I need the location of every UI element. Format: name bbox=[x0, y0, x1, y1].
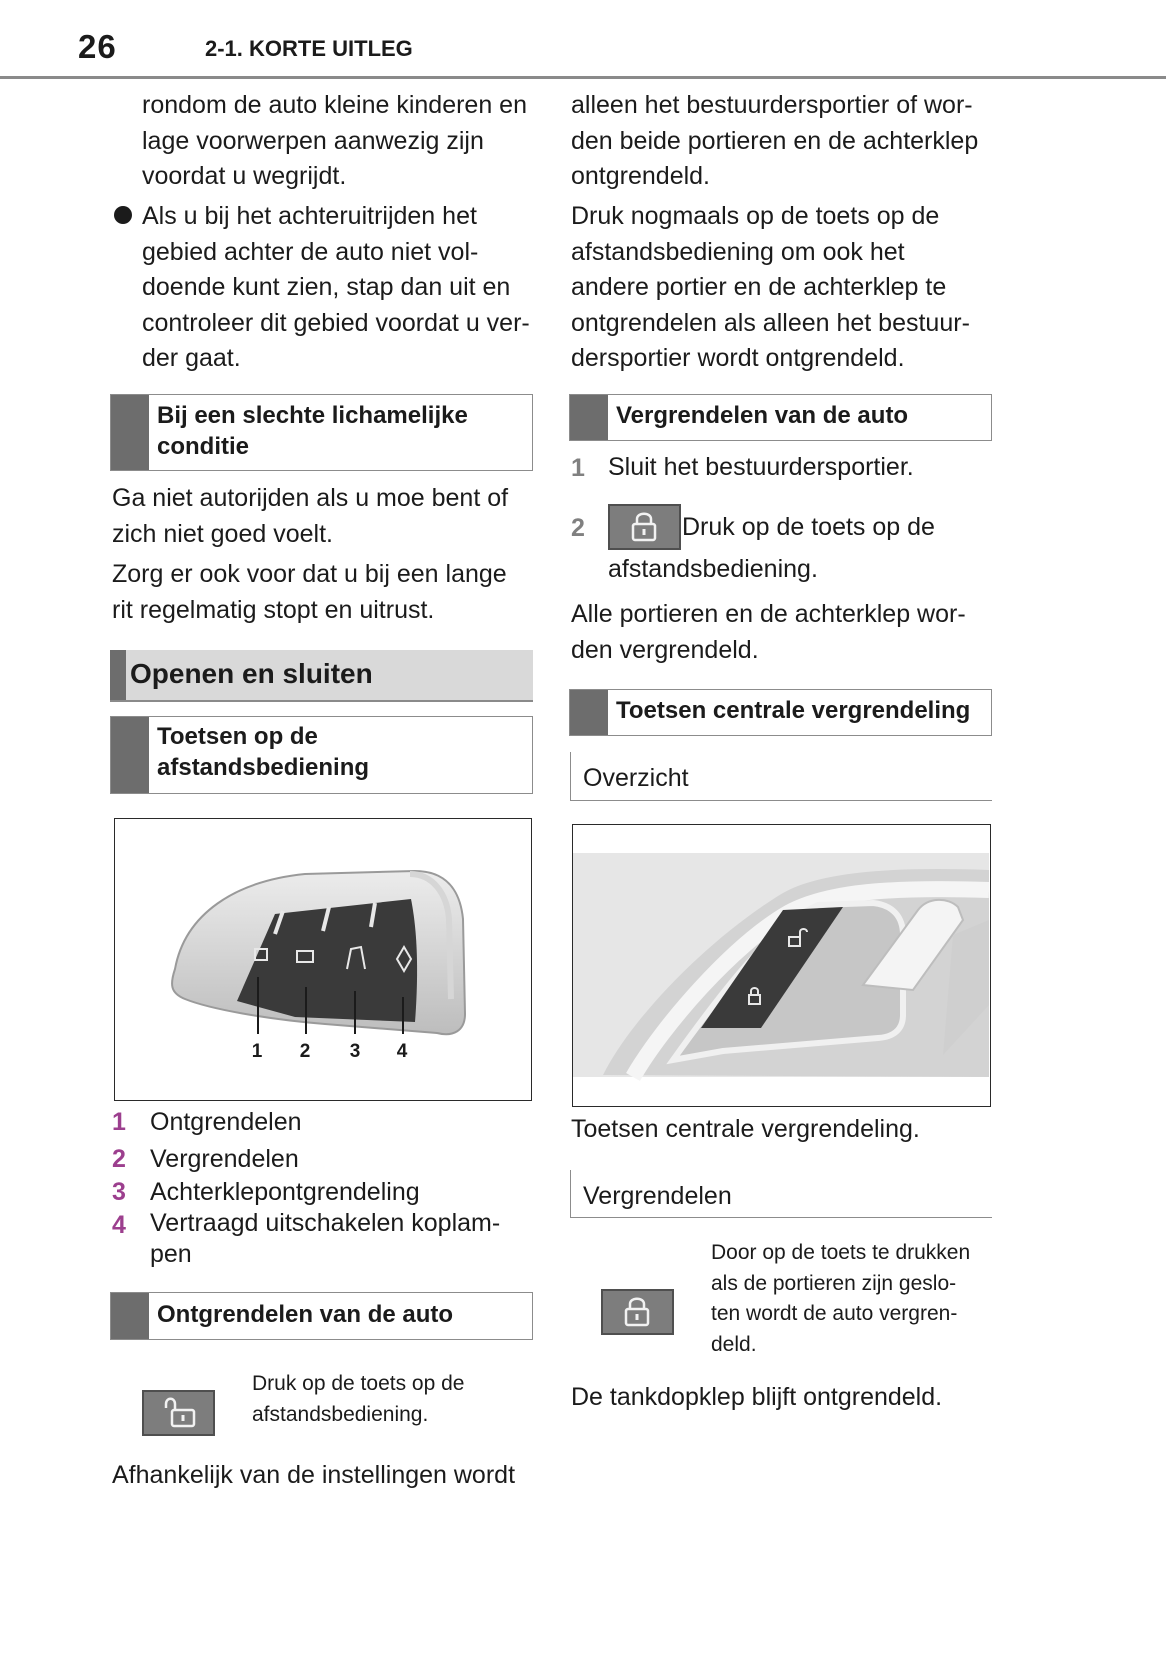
subsection-box-unlock bbox=[110, 1292, 533, 1340]
lock-icon bbox=[603, 1291, 672, 1333]
header-divider bbox=[0, 76, 1166, 79]
box-accent-bar bbox=[111, 395, 149, 470]
callout-label: 2 bbox=[299, 1041, 311, 1062]
text-line: Vertraagd uitschakelen koplam- bbox=[150, 1209, 501, 1237]
subheading-lock bbox=[570, 1170, 992, 1218]
continued-text bbox=[142, 88, 527, 195]
step-text: Sluit het bestuurdersportier. bbox=[608, 453, 914, 481]
paragraph-fatigue bbox=[112, 481, 508, 552]
unlock-key-button bbox=[142, 1390, 215, 1436]
text-line: controleer dit gebied voordat u ver- bbox=[142, 308, 530, 337]
text-line: Zorg er ook voor dat u bij een lange bbox=[112, 560, 507, 588]
text-line: ontgrendelen als alleen het bestuur- bbox=[571, 308, 970, 337]
text-line: der gaat. bbox=[142, 344, 241, 372]
legend-text bbox=[150, 1208, 500, 1270]
legend-text: Vergrendelen bbox=[150, 1145, 299, 1173]
text-line: Druk nogmaals op de toets op de bbox=[571, 202, 940, 230]
text-line: als de portieren zijn geslo- bbox=[711, 1271, 957, 1295]
step-number: 1 bbox=[571, 454, 585, 482]
text-line: zich niet goed voelt. bbox=[112, 519, 333, 548]
subheading-overview bbox=[570, 752, 992, 801]
box-title: Ontgrendelen van de auto bbox=[157, 1301, 454, 1328]
door-panel-illustration bbox=[573, 825, 989, 1105]
step-text: Druk op de toets op de bbox=[682, 513, 935, 541]
text-line: gebied achter de auto niet vol- bbox=[142, 237, 479, 266]
bullet-text bbox=[142, 199, 530, 377]
step-text-continued: afstandsbediening. bbox=[608, 555, 818, 583]
text-line: doende kunt zien, stap dan uit en bbox=[142, 273, 511, 301]
final-line-right: De tankdopklep blijft ontgrendeld. bbox=[571, 1383, 943, 1411]
box-title bbox=[157, 721, 369, 783]
key-fob-figure bbox=[114, 818, 532, 1101]
text-line: dersportier wordt ontgrendeld. bbox=[571, 344, 905, 372]
text-line: afstandsbediening. bbox=[252, 1402, 429, 1426]
unlock-icon bbox=[144, 1392, 213, 1434]
lock-key-button-2 bbox=[601, 1289, 674, 1335]
paragraph-rest bbox=[112, 557, 507, 628]
subsection-box-lock bbox=[569, 394, 992, 441]
text-line: Als u bij het achteruitrijden het bbox=[142, 202, 477, 230]
final-line-left: Afhankelijk van de instellingen wordt bbox=[112, 1461, 516, 1489]
box-accent-bar bbox=[111, 1293, 149, 1339]
key-fob-illustration bbox=[115, 819, 530, 1099]
legend-text: Ontgrendelen bbox=[150, 1108, 302, 1136]
text-line: Door op de toets te drukken bbox=[711, 1241, 971, 1264]
box-title: Vergrendelen van de auto bbox=[616, 402, 909, 429]
figure-caption: Toetsen centrale vergrendeling. bbox=[571, 1115, 920, 1143]
step-number: 2 bbox=[571, 514, 585, 542]
heading-accent-bar bbox=[110, 650, 126, 700]
lock-icon bbox=[610, 506, 679, 548]
subheading-title: Vergrendelen bbox=[583, 1182, 732, 1210]
text-line: Ga niet autorijden als u moe bent of bbox=[112, 484, 509, 512]
text-line: voordat u wegrijdt. bbox=[142, 162, 347, 190]
box-title bbox=[157, 400, 468, 462]
text-line: Alle portieren en de achterklep wor- bbox=[571, 600, 966, 628]
lock-key-button bbox=[608, 504, 681, 550]
lock-note bbox=[711, 1238, 970, 1360]
callout-label: 1 bbox=[251, 1041, 263, 1062]
subheading-title: Overzicht bbox=[583, 764, 689, 792]
page-number: 26 bbox=[78, 28, 117, 65]
text-line: rit regelmatig stopt en uitrust. bbox=[112, 595, 435, 624]
title-line: conditie bbox=[157, 433, 250, 460]
text-line: pen bbox=[150, 1240, 192, 1268]
title-line: Toetsen op de bbox=[157, 723, 318, 750]
title-line: Bij een slechte lichamelijke bbox=[157, 402, 468, 429]
paragraph-unlock-settings bbox=[571, 88, 978, 195]
heading-open-close bbox=[110, 650, 533, 702]
subsection-box-central-locking bbox=[569, 689, 992, 736]
subsection-box-remote-keys bbox=[110, 716, 533, 794]
legend-number: 1 bbox=[112, 1108, 126, 1136]
title-line: afstandsbediening bbox=[157, 754, 370, 781]
subsection-box-physical-condition bbox=[110, 394, 533, 471]
text-line: den vergrendeld. bbox=[571, 635, 759, 664]
text-line: alleen het bestuurdersportier of wor- bbox=[571, 91, 973, 119]
legend-number: 4 bbox=[112, 1211, 126, 1239]
text-line: rondom de auto kleine kinderen en bbox=[142, 91, 527, 119]
central-locking-figure bbox=[572, 824, 991, 1107]
text-line: afstandsbediening om ook het bbox=[571, 237, 905, 266]
box-title: Toetsen centrale vergrendeling bbox=[616, 697, 971, 724]
text-line: Druk op de toets op de bbox=[252, 1372, 465, 1395]
bullet-icon bbox=[114, 206, 132, 224]
callout-label: 3 bbox=[349, 1041, 361, 1062]
text-line: ten wordt de auto vergren- bbox=[711, 1302, 958, 1325]
heading-title: Openen en sluiten bbox=[130, 658, 373, 689]
legend-number: 2 bbox=[112, 1145, 126, 1173]
text-line: ontgrendeld. bbox=[571, 162, 711, 190]
unlock-note bbox=[252, 1369, 464, 1430]
box-accent-bar bbox=[111, 717, 149, 793]
legend-number: 3 bbox=[112, 1178, 126, 1206]
box-accent-bar bbox=[570, 395, 608, 440]
callout-label: 4 bbox=[396, 1041, 408, 1062]
text-line: andere portier en de achterklep te bbox=[571, 273, 947, 301]
paragraph-press-again bbox=[571, 199, 970, 377]
legend-text: Achterklepontgrendeling bbox=[150, 1178, 420, 1206]
section-title: 2-1. KORTE UITLEG bbox=[205, 36, 413, 61]
text-line: deld. bbox=[711, 1332, 757, 1356]
text-line: lage voorwerpen aanwezig zijn bbox=[142, 126, 484, 155]
box-accent-bar bbox=[570, 690, 608, 735]
text-line: den beide portieren en de achterklep bbox=[571, 126, 979, 155]
paragraph-all-locked bbox=[571, 597, 966, 668]
